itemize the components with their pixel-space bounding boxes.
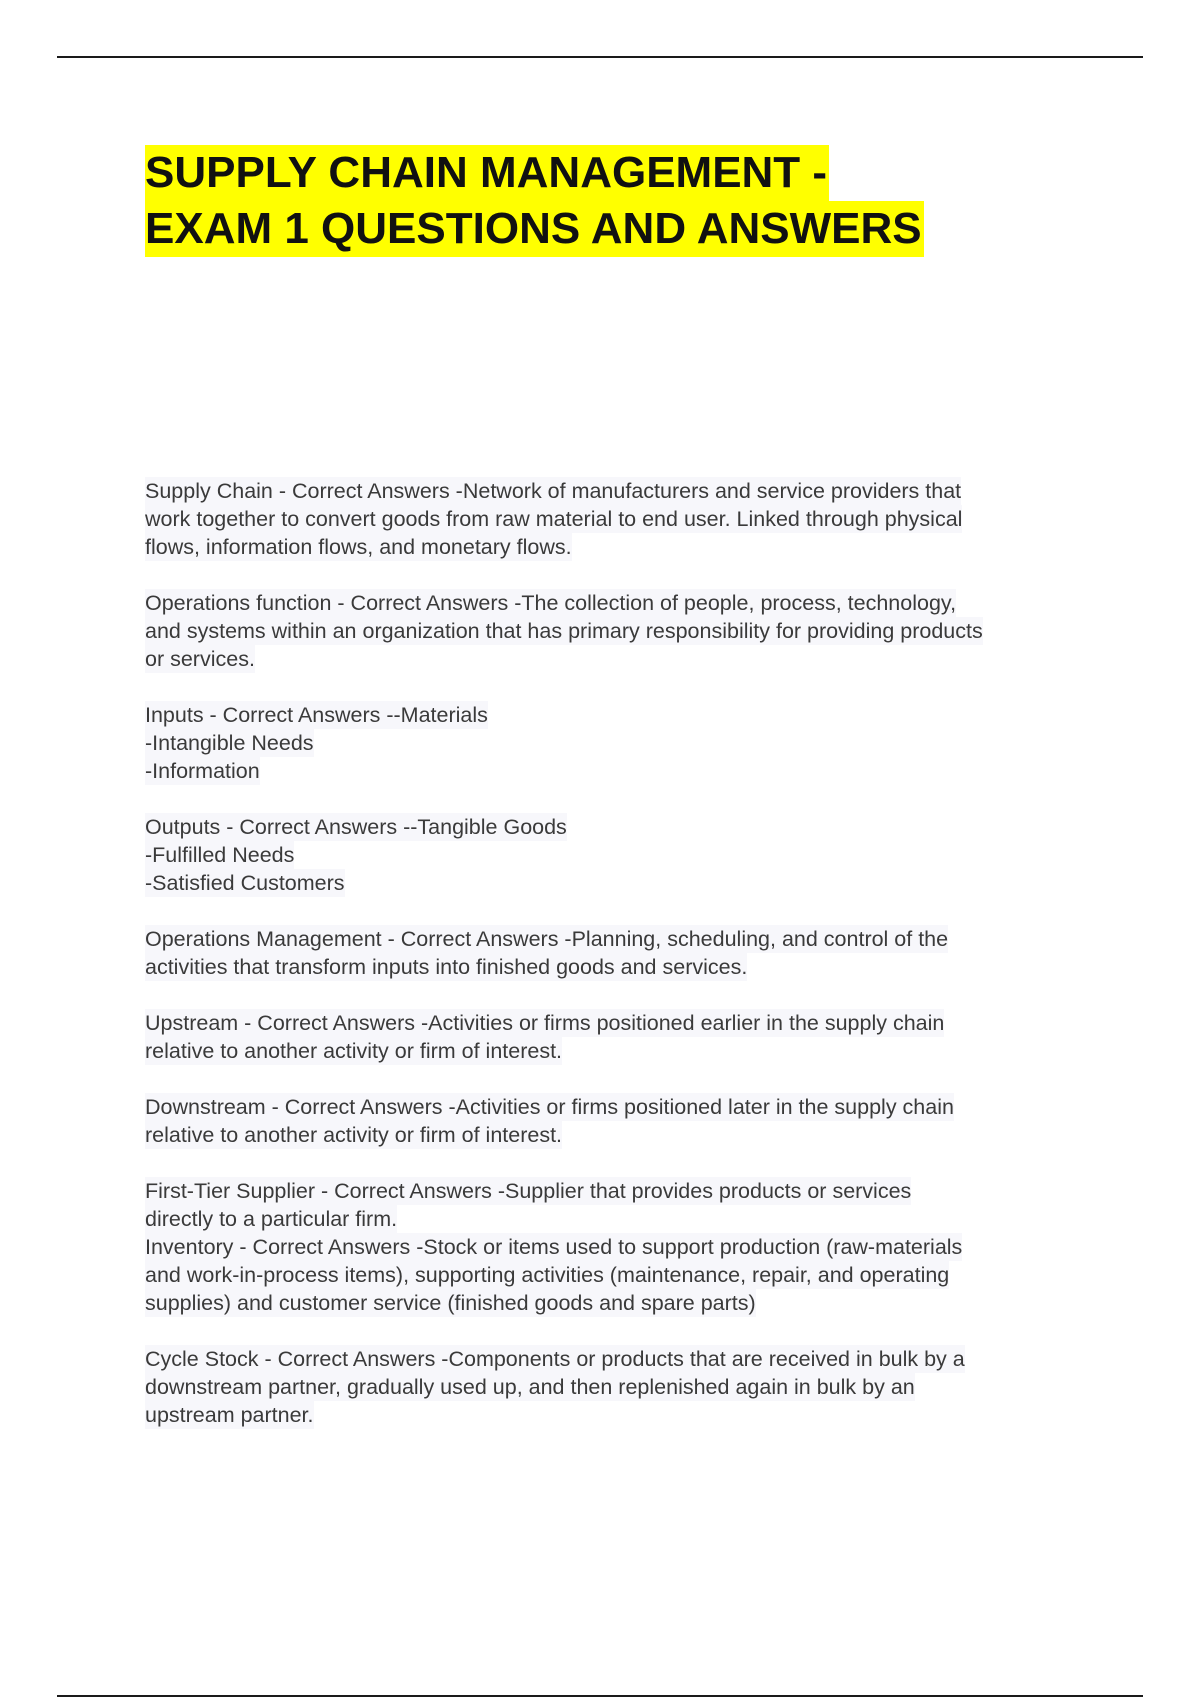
text-line: -Fulfilled Needs: [145, 843, 295, 867]
text-line: Cycle Stock - Correct Answers -Components or products that are received in bulk by a: [145, 1347, 965, 1371]
text-line: First-Tier Supplier - Correct Answers -Supplier that provides products or services: [145, 1179, 912, 1203]
text-line: relative to another activity or firm of interest.: [145, 1123, 563, 1147]
text-line: activities that transform inputs into finished goods and services.: [145, 955, 748, 979]
title-line-1: SUPPLY CHAIN MANAGEMENT -: [145, 145, 829, 201]
text-line: Inventory - Correct Answers -Stock or items used to support production (raw-materials: [145, 1235, 963, 1259]
text-line: supplies) and customer service (finished goods and spare parts): [145, 1291, 756, 1315]
text-line: -Information: [145, 759, 260, 783]
qa-entry-supply-chain: [145, 477, 1095, 561]
qa-entry-outputs: [145, 813, 1095, 897]
text-line: work together to convert goods from raw material to end user. Linked through physical: [145, 507, 963, 531]
text-line: relative to another activity or firm of interest.: [145, 1039, 563, 1063]
text-line: directly to a particular firm.: [145, 1207, 398, 1231]
qa-list: [145, 477, 1095, 1457]
text-line: Operations function - Correct Answers -The collection of people, process, technology,: [145, 591, 957, 615]
bottom-rule: [57, 1695, 1143, 1697]
qa-entry-operations-management: [145, 925, 1095, 981]
qa-entry-operations-function: [145, 589, 1095, 673]
qa-entry-inventory: [145, 1233, 1095, 1317]
qa-entry-upstream: [145, 1009, 1095, 1065]
text-line: Downstream - Correct Answers -Activities or firms positioned later in the supply chain: [145, 1095, 954, 1119]
qa-entry-cycle-stock: [145, 1345, 1095, 1429]
qa-entry-first-tier-supplier: [145, 1177, 1095, 1233]
title-line-2: EXAM 1 QUESTIONS AND ANSWERS: [145, 201, 924, 257]
qa-entry-inputs: [145, 701, 1095, 785]
text-line: Upstream - Correct Answers -Activities or firms positioned earlier in the supply chain: [145, 1011, 945, 1035]
text-line: Outputs - Correct Answers --Tangible Goods: [145, 815, 567, 839]
top-rule: [57, 56, 1143, 58]
text-line: or services.: [145, 647, 255, 671]
text-line: flows, information flows, and monetary flows.: [145, 535, 572, 559]
text-line: Inputs - Correct Answers --Materials: [145, 703, 488, 727]
text-line: upstream partner.: [145, 1403, 314, 1427]
text-line: Operations Management - Correct Answers -Planning, scheduling, and control of the: [145, 927, 949, 951]
document-title: [145, 145, 1105, 257]
text-line: and systems within an organization that has primary responsibility for providing products: [145, 619, 983, 643]
text-line: -Satisfied Customers: [145, 871, 345, 895]
text-line: downstream partner, gradually used up, and then replenished again in bulk by an: [145, 1375, 915, 1399]
qa-entry-downstream: [145, 1093, 1095, 1149]
text-line: Supply Chain - Correct Answers -Network of manufacturers and service providers that: [145, 479, 962, 503]
text-line: -Intangible Needs: [145, 731, 314, 755]
text-line: and work-in-process items), supporting activities (maintenance, repair, and operating: [145, 1263, 950, 1287]
